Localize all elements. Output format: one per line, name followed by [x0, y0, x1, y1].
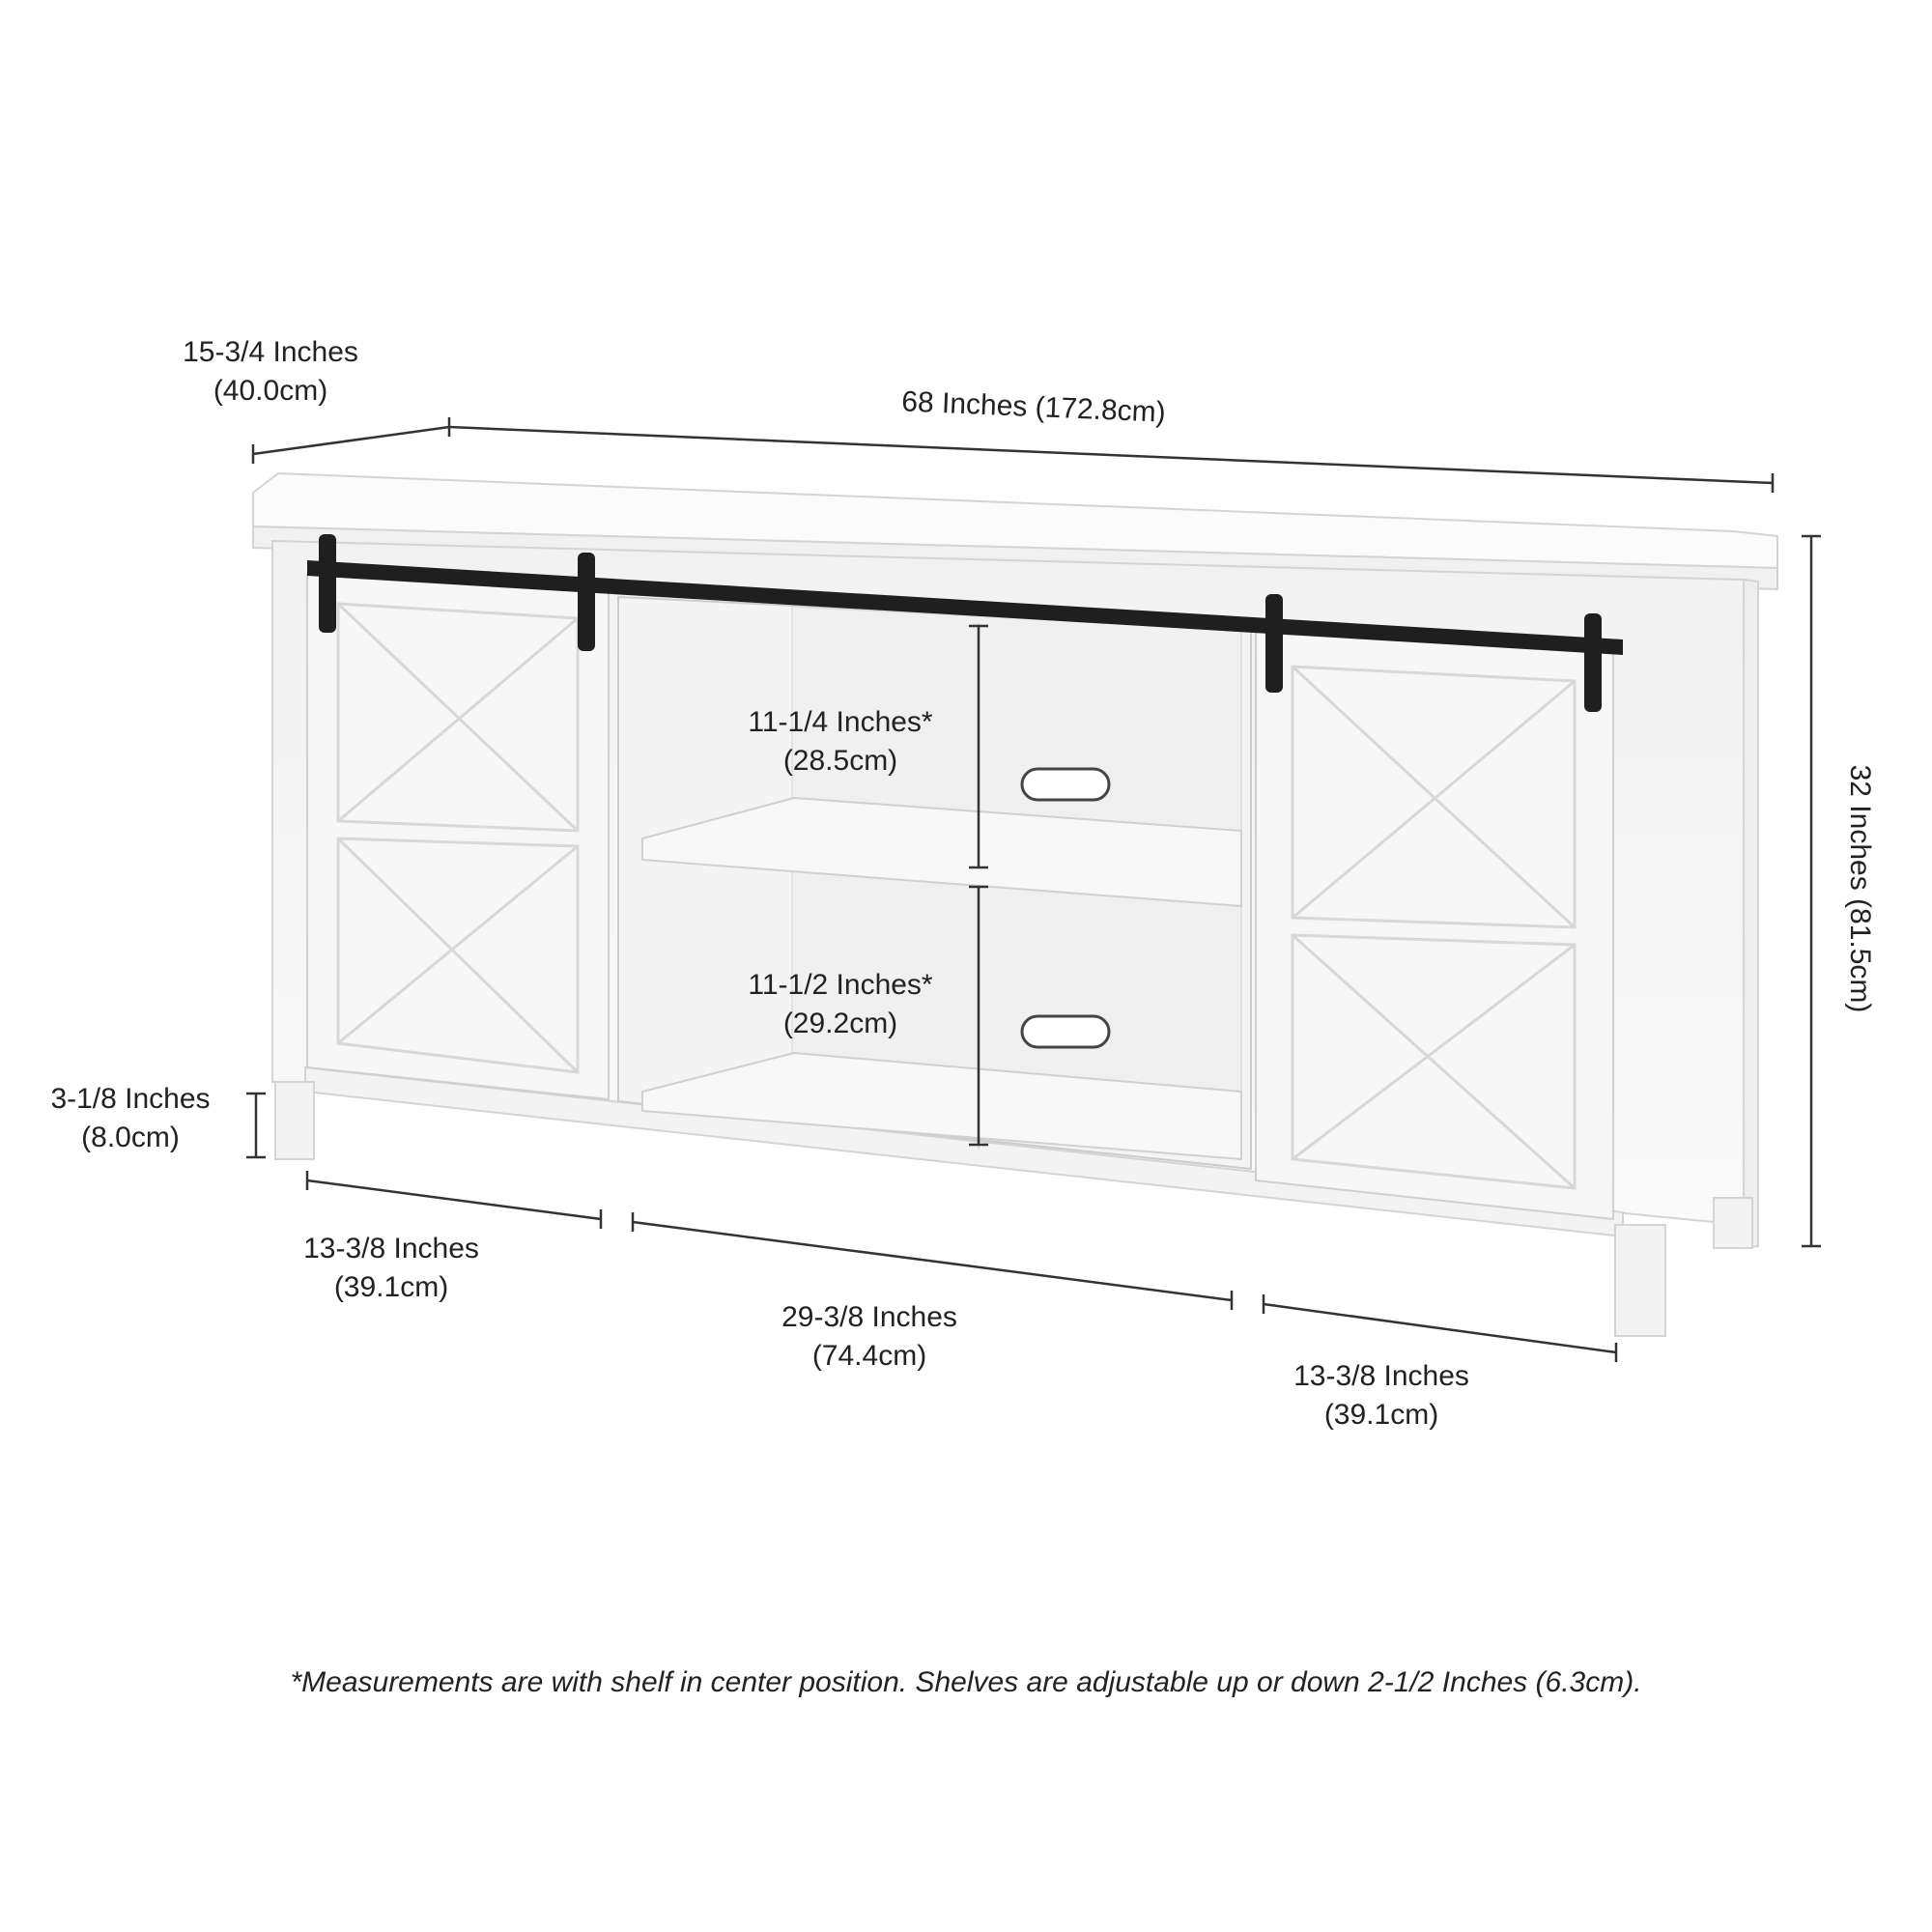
center-opening-metric: (74.4cm) [811, 1340, 927, 1372]
left-door-imperial: 13-3/8 Inches [303, 1233, 479, 1264]
right-door-dimension-line [1264, 1304, 1616, 1352]
upper-shelf-imperial: 11-1/4 Inches* [748, 706, 933, 738]
depth-dimension-line [253, 427, 449, 454]
depth-label [183, 333, 358, 411]
right-door-label [1293, 1357, 1469, 1435]
center-opening-dimension-line [633, 1222, 1232, 1300]
upper-shelf-metric: (28.5cm) [782, 745, 898, 777]
left-door-label [303, 1230, 479, 1307]
width-dimension-line [449, 427, 1773, 483]
center-opening-imperial: 29-3/8 Inches [781, 1301, 957, 1333]
upper-shelf-label [748, 703, 932, 781]
leg-height-label [50, 1080, 210, 1157]
leg-height-metric: (8.0cm) [81, 1122, 180, 1153]
left-door-dimension-line [307, 1180, 601, 1219]
height-label: 32 Inches (81.5cm) [1844, 764, 1876, 1013]
left-door-metric: (39.1cm) [333, 1271, 449, 1303]
lower-shelf-metric: (29.2cm) [782, 1008, 898, 1039]
depth-metric: (40.0cm) [213, 375, 328, 407]
lower-shelf-imperial: 11-1/2 Inches* [748, 969, 933, 1001]
width-value: 68 Inches (172.8cm) [900, 385, 1167, 429]
right-door-imperial: 13-3/8 Inches [1293, 1360, 1469, 1392]
measurement-footnote: *Measurements are with shelf in center position. Shelves are adjustable up or down 2-1/2 Inches (6.3cm). [290, 1666, 1642, 1698]
center-opening-label [781, 1298, 957, 1376]
leg-height-imperial: 3-1/8 Inches [50, 1083, 211, 1115]
right-door-metric: (39.1cm) [1323, 1399, 1439, 1431]
lower-shelf-label [748, 966, 932, 1043]
depth-imperial: 15-3/4 Inches [183, 336, 358, 368]
